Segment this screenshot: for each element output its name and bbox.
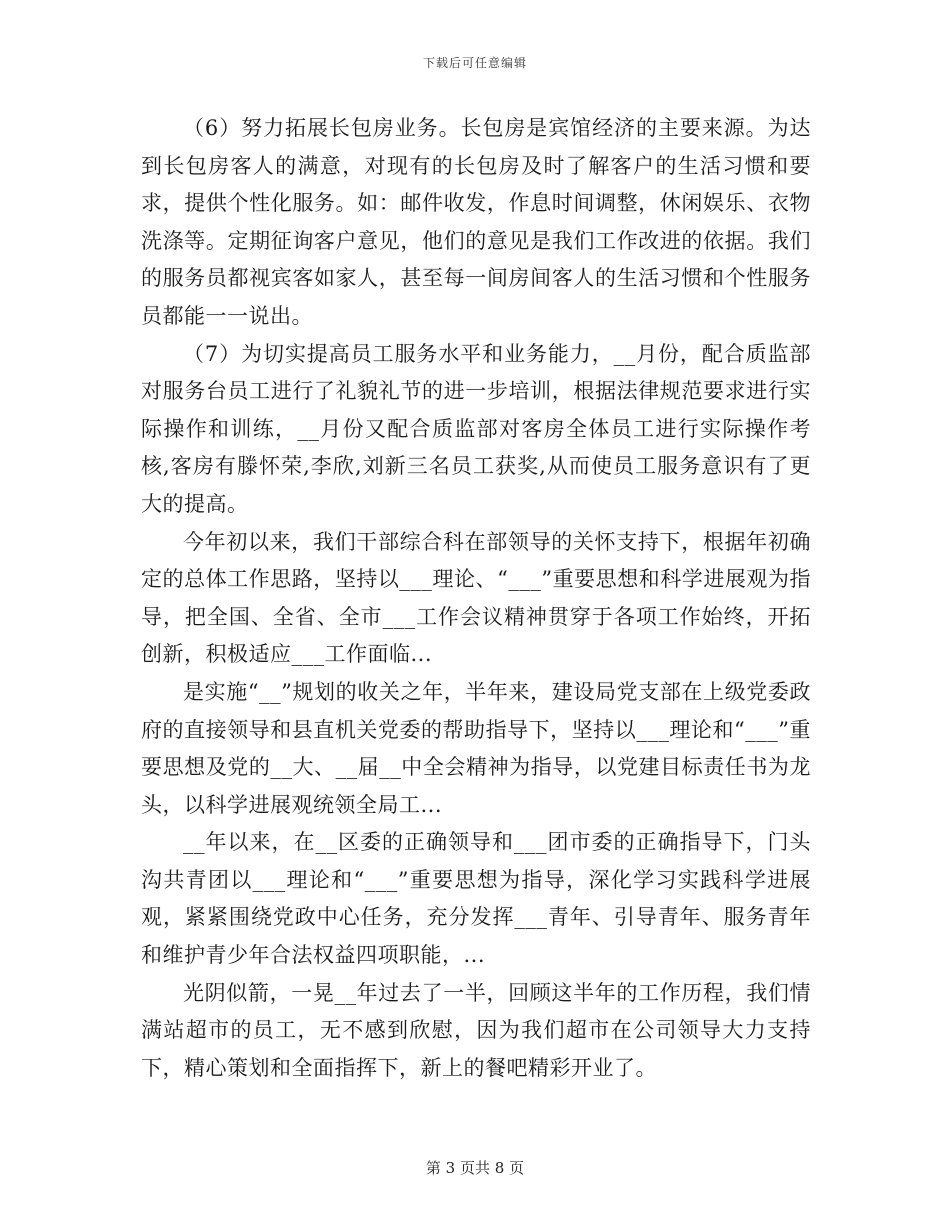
paragraph-supermarket: 光阴似箭，一晃__年过去了一半，回顾这半年的工作历程，我们情满站超市的员工，无不感到欣慰，因为我们超市在公司领导大力支持下，精心策划和全面指挥下，新上的餐吧精彩开业了。 [141, 980, 811, 1080]
page-header-note: 下载后可任意编辑 [422, 56, 527, 70]
paragraph-construction-bureau: 是实施“__”规划的收关之年，半年来，建设局党支部在上级党委政府的直接领导和县直机关党委的帮助指导下，坚持以___理论和“___”重要思想及党的__大、__届__中全会精神为指导，以党建目标责任书为龙头，以科学进展观统领全局工... [141, 679, 811, 817]
paragraph-item-6: （6）努力拓展长包房业务。长包房是宾馆经济的主要来源。为达到长包房客人的满意，对现有的长包房及时了解客户的生活习惯和要求，提供个性化服务。如：邮件收发，作息时间调整，休闲娱乐、衣物洗涤等。定期征询客户意见，他们的意见是我们工作改进的依据。我们的服务员都视宾客如家人，甚至每一间房间客人的生活习惯和个性服务员都能一一说出。 [141, 116, 811, 328]
paragraph-cadre-office: 今年初以来，我们干部综合科在部领导的关怀支持下，根据年初确定的总体工作思路，坚持以___理论、“___”重要思想和科学进展观为指导，把全国、全省、全市___工作会议精神贯穿于各项工作始终，开拓创新，积极适应___工作面临... [141, 529, 811, 667]
page-number: 第 3 页共 8 页 [425, 1159, 525, 1177]
paragraph-item-7: （7）为切实提高员工服务水平和业务能力，__月份，配合质监部对服务台员工进行了礼貌礼节的进一步培训，根据法律规范要求进行实际操作和训练，__月份又配合质监部对客房全体员工进行实际操作考核,客房有滕怀荣,李欣,刘新三名员工获奖,从而使员工服务意识有了更大的提高。 [141, 341, 811, 516]
paragraph-youth-league: __年以来，在__区委的正确领导和___团市委的正确指导下，门头沟共青团以___理论和“___”重要思想为指导，深化学习实践科学进展观，紧紧围绕党政中心任务，充分发挥___青年、引导青年、服务青年和维护青少年合法权益四项职能，... [141, 830, 811, 968]
document-body [141, 110, 811, 1087]
